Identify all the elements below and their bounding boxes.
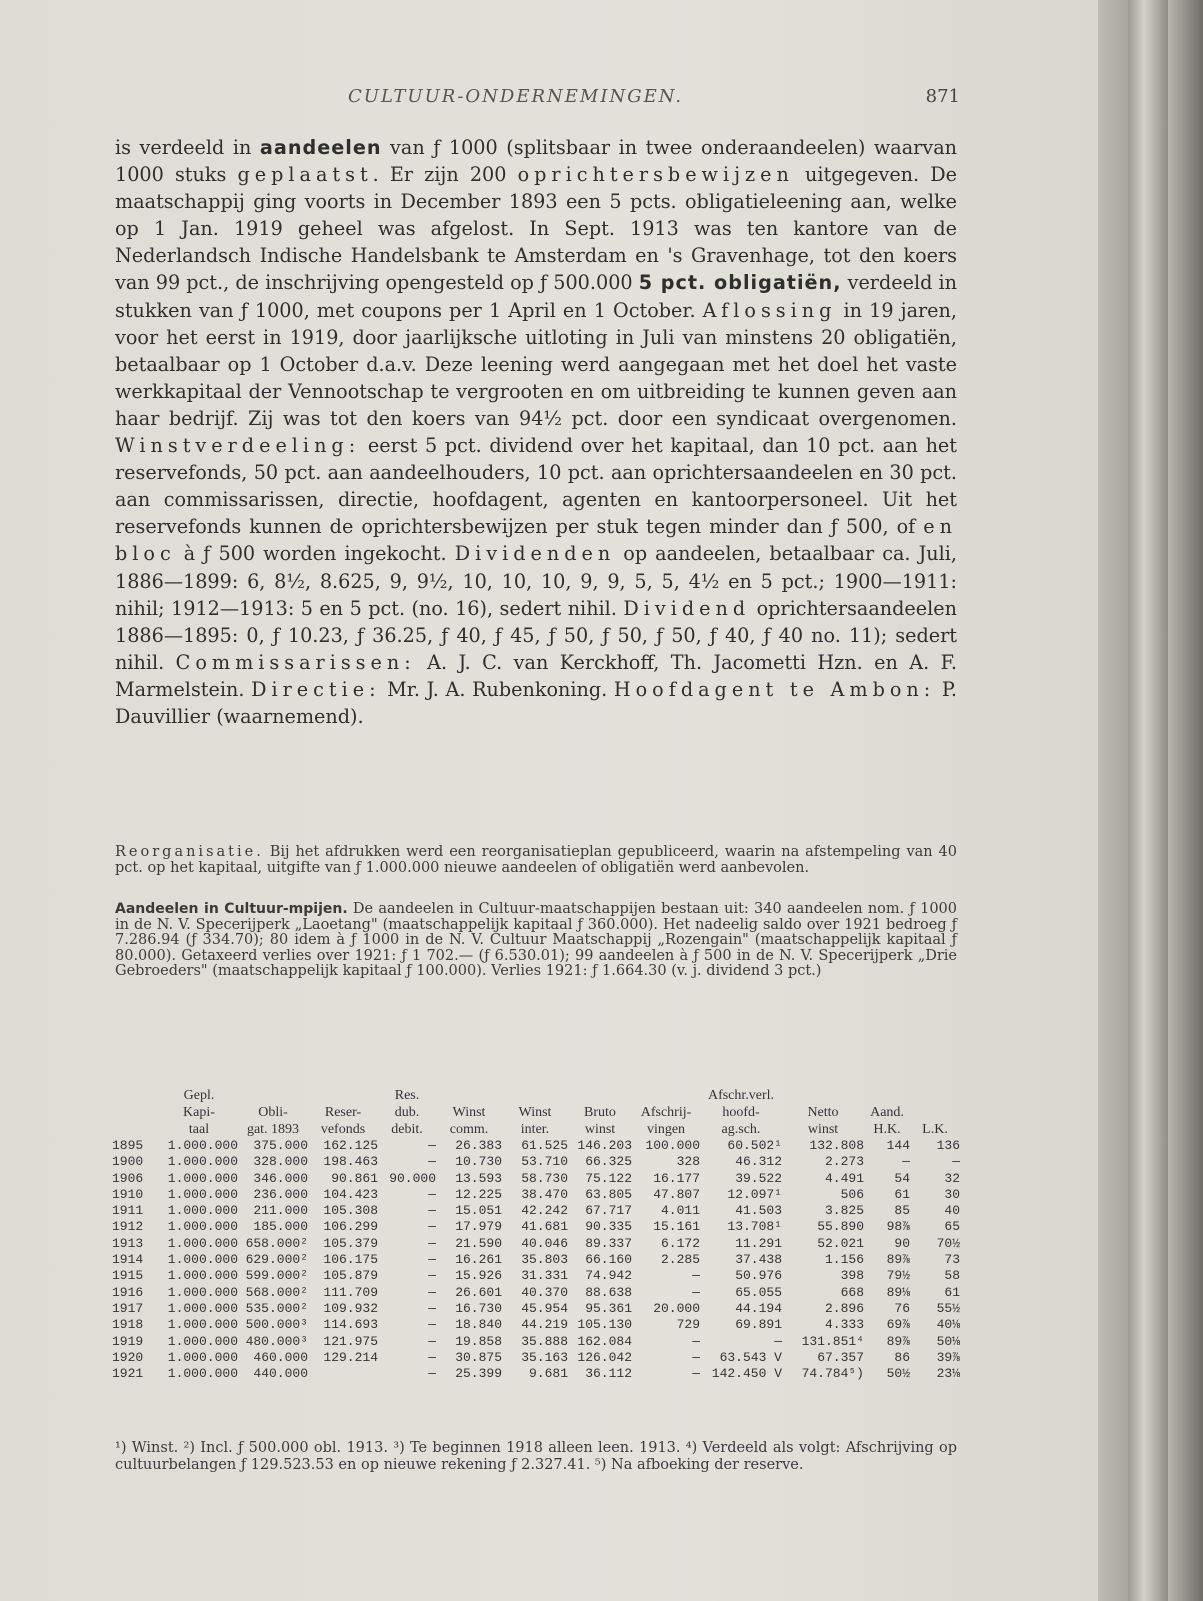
table-cell: 65 bbox=[944, 1219, 960, 1235]
table-year-cell: 1917 bbox=[112, 1300, 144, 1316]
table-cell: 90 bbox=[894, 1235, 910, 1251]
table-header-cell bbox=[910, 1104, 960, 1121]
table-cell: 37.438 bbox=[735, 1252, 782, 1268]
table-cell: 1.000.000 bbox=[167, 1235, 238, 1251]
table-header-cell bbox=[568, 1087, 632, 1104]
table-cell: 105.379 bbox=[323, 1235, 378, 1251]
table-cell: 23⅛ bbox=[936, 1366, 960, 1382]
bold-term: aandeelen bbox=[259, 136, 382, 159]
table-header-cell: Obli- bbox=[258, 1105, 288, 1120]
table-cell: 98⅞ bbox=[886, 1219, 910, 1235]
table-cell: 76 bbox=[894, 1300, 910, 1316]
table-cell: 1.000.000 bbox=[167, 1300, 238, 1316]
bold-term: 5 pct. obligatiën, bbox=[638, 271, 842, 295]
table-cell: — bbox=[692, 1333, 700, 1349]
table-header-cell bbox=[782, 1087, 864, 1104]
table-header-cell: Winst bbox=[518, 1105, 552, 1120]
table-cell: 198.463 bbox=[323, 1154, 378, 1170]
table-header-cell: winst bbox=[807, 1122, 839, 1137]
table-row bbox=[112, 1268, 960, 1284]
table-cell: 162.125 bbox=[323, 1138, 378, 1153]
table-cell: 106.299 bbox=[323, 1219, 378, 1235]
spaced-term: Dividend bbox=[623, 596, 751, 620]
table-header-cell: Reser- bbox=[324, 1105, 362, 1120]
table-cell: 70½ bbox=[936, 1235, 960, 1251]
text-run: verdeeld in stukken van ƒ 1000, met coupons per 1 April en 1 October. bbox=[115, 271, 957, 322]
table-cell: 480.000³ bbox=[245, 1333, 308, 1349]
table-row bbox=[112, 1350, 960, 1366]
table-cell: 16.177 bbox=[653, 1170, 700, 1186]
page-edge bbox=[1098, 0, 1128, 1601]
table-cell: 54 bbox=[894, 1170, 910, 1186]
table-cell: 63.543 V bbox=[719, 1349, 782, 1365]
table-cell: 629.000² bbox=[245, 1252, 308, 1268]
table-cell: 2.273 bbox=[824, 1154, 864, 1170]
table-header-cell bbox=[502, 1087, 568, 1104]
paragraph-text bbox=[115, 134, 957, 730]
text-run: eerst 5 pct. dividend over het kapitaal, dan 10 pct. aan het reservefonds, 50 pct. aan aandeelhouders, 10 pct. aan oprichtersaandeelen en 30 pct. aan commissarissen, directie, hoofdagent, agenten en kantoorpersoneel. Uit het reservefonds kunnen de oprichtersbewijzen per stuk tegen minder dan ƒ 500, of bbox=[115, 434, 957, 539]
table-cell: 55½ bbox=[936, 1300, 960, 1316]
book-cover-edge bbox=[1168, 0, 1203, 1601]
table-row bbox=[112, 1203, 960, 1219]
table-cell: 131.851⁴ bbox=[801, 1333, 864, 1349]
table-cell: 35.163 bbox=[521, 1349, 568, 1365]
table-cell: 89⅞ bbox=[886, 1333, 910, 1349]
cultuur-shares-label: Aandeelen in Cultuur-mpijen. bbox=[115, 901, 348, 917]
spaced-term: geplaatst bbox=[237, 163, 373, 187]
table-cell: 74.784⁵) bbox=[801, 1366, 864, 1382]
table-year-cell: 1900 bbox=[112, 1154, 144, 1170]
table-cell: — bbox=[428, 1317, 436, 1333]
table-cell: 41.681 bbox=[521, 1219, 568, 1235]
table-cell: 44.194 bbox=[735, 1300, 782, 1316]
table-cell: — bbox=[428, 1154, 436, 1170]
table-cell: — bbox=[428, 1235, 436, 1251]
table-cell: 16.730 bbox=[455, 1300, 502, 1316]
table-cell: 185.000 bbox=[253, 1219, 308, 1235]
table-cell: 1.000.000 bbox=[167, 1366, 238, 1382]
table-year-cell: 1912 bbox=[112, 1219, 144, 1235]
table-row bbox=[112, 1236, 960, 1252]
table-cell: 44.219 bbox=[521, 1317, 568, 1333]
table-cell: 40.370 bbox=[521, 1284, 568, 1300]
table-header-cell: Winst bbox=[452, 1105, 486, 1120]
table-cell: 69⅞ bbox=[886, 1317, 910, 1333]
table-cell: — bbox=[428, 1186, 436, 1202]
table-header-cell: dub. bbox=[394, 1105, 420, 1120]
table-header-cell: L.K. bbox=[922, 1122, 948, 1137]
text-run: . Er zijn 200 bbox=[372, 163, 518, 187]
table-year-cell: 1920 bbox=[112, 1349, 144, 1365]
table-header-row bbox=[112, 1104, 960, 1121]
table-row bbox=[112, 1171, 960, 1187]
table-cell: — bbox=[428, 1138, 436, 1153]
table-cell: 568.000² bbox=[245, 1284, 308, 1300]
book-binding bbox=[1128, 0, 1168, 1601]
table-cell: 30 bbox=[944, 1186, 960, 1202]
table-header-cell bbox=[910, 1087, 960, 1104]
table-header-cell: Afschrij- bbox=[640, 1105, 692, 1120]
table-cell: 460.000 bbox=[253, 1349, 308, 1365]
table-header-cell: vingen bbox=[646, 1122, 686, 1137]
table-cell: 50.976 bbox=[735, 1268, 782, 1284]
table-header-cell: winst bbox=[584, 1122, 616, 1137]
table-cell: 30.875 bbox=[455, 1349, 502, 1365]
table-cell: 86 bbox=[894, 1349, 910, 1365]
table-cell: 114.693 bbox=[323, 1317, 378, 1333]
table-cell: 105.130 bbox=[577, 1317, 632, 1333]
table-header-cell: Kapi- bbox=[183, 1105, 215, 1120]
table-header-cell: Gepl. bbox=[183, 1088, 215, 1103]
table-cell: 129.214 bbox=[323, 1349, 378, 1365]
table-cell: — bbox=[692, 1284, 700, 1300]
table-header-cell: Bruto bbox=[584, 1105, 616, 1120]
main-paragraph bbox=[115, 134, 957, 730]
text-run: P. Dauvillier (waarnemend). bbox=[115, 677, 957, 728]
spaced-term: Directie: bbox=[251, 677, 381, 701]
table-cell: 36.112 bbox=[585, 1366, 632, 1382]
reorganisation-label: Reorganisatie. bbox=[115, 844, 264, 860]
table-cell: 162.084 bbox=[577, 1333, 632, 1349]
table-cell: 66.160 bbox=[585, 1252, 632, 1268]
table-cell: 66.325 bbox=[585, 1154, 632, 1170]
spaced-term: Hoofdagent te Ambon: bbox=[613, 677, 936, 701]
spaced-term: Commissarissen: bbox=[175, 650, 416, 674]
table-cell: 1.000.000 bbox=[167, 1284, 238, 1300]
table-header-cell: H.K. bbox=[873, 1122, 901, 1137]
table-body bbox=[112, 1138, 960, 1382]
table-cell: 1.000.000 bbox=[167, 1349, 238, 1365]
table-cell: 69.891 bbox=[735, 1317, 782, 1333]
table-header bbox=[112, 1087, 960, 1138]
spaced-term: oprichtersbewijzen bbox=[517, 163, 794, 187]
table-cell: 109.932 bbox=[323, 1300, 378, 1316]
table-cell: 90.335 bbox=[585, 1219, 632, 1235]
table-row bbox=[112, 1252, 960, 1268]
table-cell: 1.000.000 bbox=[167, 1252, 238, 1268]
running-head: CULTUUR-ONDERNEMINGEN. bbox=[348, 86, 684, 107]
table-cell: 41.503 bbox=[735, 1203, 782, 1219]
table-cell: 38.470 bbox=[521, 1186, 568, 1202]
table-row bbox=[112, 1334, 960, 1350]
table-cell: 32 bbox=[944, 1170, 960, 1186]
table-cell: 2.285 bbox=[660, 1252, 700, 1268]
table-header-cell bbox=[308, 1087, 378, 1104]
table-cell: 55.890 bbox=[817, 1219, 864, 1235]
table-cell: 58 bbox=[944, 1268, 960, 1284]
table-cell: 90.861 bbox=[331, 1170, 378, 1186]
table-cell: 346.000 bbox=[253, 1170, 308, 1186]
cultuur-shares-note bbox=[115, 902, 957, 980]
text-run: op aandeelen, betaalbaar ca. Juli, 1886—1899: 6, 8½, 8.625, 9, 9½, 10, 10, 10, 9, 9, 5, 5, 4½ en 5 pct.; 1900—1911: nihil; 1912—1913: 5 en 5 pct. (no. 16), sedert nihil. bbox=[115, 542, 957, 620]
table-cell: — bbox=[428, 1300, 436, 1316]
table-cell: 26.383 bbox=[455, 1138, 502, 1153]
table-header-cell: inter. bbox=[520, 1122, 550, 1137]
table-cell: 100.000 bbox=[645, 1138, 700, 1153]
text-run: à ƒ 500 worden ingekocht. bbox=[175, 542, 455, 566]
table-cell: — bbox=[428, 1333, 436, 1349]
table-cell: 16.261 bbox=[455, 1252, 502, 1268]
table-row bbox=[112, 1317, 960, 1333]
table-cell: 121.975 bbox=[323, 1333, 378, 1349]
table-cell: 39.522 bbox=[735, 1170, 782, 1186]
table-year-cell: 1918 bbox=[112, 1317, 144, 1333]
table-header-cell bbox=[632, 1087, 700, 1104]
table-cell: 111.709 bbox=[323, 1284, 378, 1300]
table-cell: 105.879 bbox=[323, 1268, 378, 1284]
table-header-row bbox=[112, 1087, 960, 1104]
table-cell: 142.450 V bbox=[711, 1366, 782, 1382]
table-cell: 50⅛ bbox=[936, 1333, 960, 1349]
table-cell: — bbox=[428, 1268, 436, 1284]
table-cell: — bbox=[428, 1203, 436, 1219]
table-cell: 40 bbox=[944, 1203, 960, 1219]
table-cell: 52.021 bbox=[817, 1235, 864, 1251]
table-header-cell: debit. bbox=[391, 1122, 423, 1137]
table-header-cell bbox=[112, 1087, 160, 1104]
table-cell: 25.399 bbox=[455, 1366, 502, 1382]
text-run: in 19 jaren, voor het eerst in 1919, door jaarlijksche uitloting in Juli van minstens 20 obligatiën, betaalbaar op 1 October d.a.v. Deze leening werd aangegaan met het doel het vaste werkkapitaal der Vennootschap te vergrooten en om uitbreiding te kunnen geven aan haar bedrijf. Zij was tot den koers van 94½ pct. door een syndicaat overgenomen. bbox=[115, 298, 957, 430]
table-cell: 85 bbox=[894, 1203, 910, 1219]
table-cell: 440.000 bbox=[253, 1366, 308, 1382]
table-cell: 146.203 bbox=[577, 1138, 632, 1153]
table-row bbox=[112, 1219, 960, 1235]
table-cell: 328.000 bbox=[253, 1154, 308, 1170]
table-cell: — bbox=[428, 1219, 436, 1235]
table-cell: 658.000² bbox=[245, 1235, 308, 1251]
table-cell: 4.333 bbox=[824, 1317, 864, 1333]
table-cell: 17.979 bbox=[455, 1219, 502, 1235]
table-cell: 75.122 bbox=[585, 1170, 632, 1186]
cultuur-shares-text: De aandeelen in Cultuur-maatschappijen bestaan uit: 340 aandeelen nom. ƒ 1000 in de N. V. Specerijperk „Laoetang" (maatschappelijk kapitaal ƒ 360.000). Het nadeelig saldo over 1921 bedroeg ƒ 7.286.94 (ƒ 334.70); 80 idem à ƒ 1000 in de N. V. Cultuur Maatschappij „Rozengain" (maatschappelijk kapitaal ƒ 80.000). Getaxeerd verlies over 1921: ƒ 1 702.— (ƒ 6.530.01); 99 aandeelen à ƒ 500 in de N. V. Specerijperk „Drie Gebroeders" (maatschappelijk kapitaal ƒ 100.000). Verlies 1921: ƒ 1.664.30 (v. j. dividend 3 pct.) bbox=[115, 901, 957, 979]
table-cell: 144 bbox=[886, 1138, 910, 1153]
text-run: A. J. C. van Kerckhoff, Th. Jacometti Hzn. en A. F. Marmelstein. bbox=[115, 650, 958, 701]
table-cell: 60.502¹ bbox=[727, 1138, 782, 1153]
table-cell: 9.681 bbox=[528, 1366, 568, 1382]
table-row bbox=[112, 1187, 960, 1203]
table-cell: 90.000 bbox=[389, 1170, 436, 1186]
table-header-cell: gat. 1893 bbox=[246, 1122, 300, 1137]
table-header-cell bbox=[112, 1121, 160, 1138]
reorganisation-note bbox=[115, 845, 957, 876]
table-cell: 88.638 bbox=[585, 1284, 632, 1300]
table-header-cell: vefonds bbox=[320, 1122, 366, 1137]
table-year-cell: 1911 bbox=[112, 1203, 144, 1219]
table-cell: 11.291 bbox=[735, 1235, 782, 1251]
table-cell: — bbox=[692, 1366, 700, 1382]
text-run: Mr. J. A. Rubenkoning. bbox=[380, 677, 614, 701]
table-header-cell: hoofd- bbox=[722, 1105, 760, 1120]
table-year-cell: 1906 bbox=[112, 1170, 144, 1186]
table-cell: 4.491 bbox=[824, 1170, 864, 1186]
table-year-cell: 1913 bbox=[112, 1235, 144, 1251]
table-cell: 535.000² bbox=[245, 1300, 308, 1316]
table-cell: 21.590 bbox=[455, 1235, 502, 1251]
table-cell: 15.926 bbox=[455, 1268, 502, 1284]
table-cell: 136 bbox=[936, 1138, 960, 1153]
table-cell: — bbox=[428, 1252, 436, 1268]
table-cell: — bbox=[902, 1154, 910, 1170]
table-cell: — bbox=[692, 1268, 700, 1284]
table-cell bbox=[308, 1366, 378, 1382]
table-cell: 1.000.000 bbox=[167, 1170, 238, 1186]
table-cell: 500.000³ bbox=[245, 1317, 308, 1333]
table-cell: 31.331 bbox=[521, 1268, 568, 1284]
table-cell: — bbox=[692, 1349, 700, 1365]
table-cell: 328 bbox=[676, 1154, 700, 1170]
table-header-cell: Afschr.verl. bbox=[707, 1088, 775, 1103]
table-header-cell: Netto bbox=[807, 1105, 839, 1120]
table-header-cell bbox=[436, 1087, 502, 1104]
spaced-term: en bloc bbox=[115, 515, 957, 566]
table-cell: 236.000 bbox=[253, 1186, 308, 1202]
table-cell: — bbox=[428, 1366, 436, 1382]
table-cell: 15.161 bbox=[653, 1219, 700, 1235]
table-cell: 67.717 bbox=[585, 1203, 632, 1219]
table-cell: 58.730 bbox=[521, 1170, 568, 1186]
table-cell: 13.593 bbox=[455, 1170, 502, 1186]
table-cell: — bbox=[428, 1349, 436, 1365]
table-cell: 61 bbox=[944, 1284, 960, 1300]
table-cell: 89⅞ bbox=[886, 1252, 910, 1268]
table-cell: 106.175 bbox=[323, 1252, 378, 1268]
table-cell: 211.000 bbox=[253, 1203, 308, 1219]
table-header-cell: ag.sch. bbox=[721, 1122, 761, 1137]
table-cell: 1.000.000 bbox=[167, 1219, 238, 1235]
table-row bbox=[112, 1301, 960, 1317]
table-cell: 12.225 bbox=[455, 1186, 502, 1202]
page-number: 871 bbox=[925, 86, 960, 107]
page-header bbox=[110, 86, 960, 112]
table-cell: 46.312 bbox=[735, 1154, 782, 1170]
table-header-cell bbox=[238, 1087, 308, 1104]
table-cell: 20.000 bbox=[653, 1300, 700, 1316]
table-cell: — bbox=[774, 1333, 782, 1349]
table-cell: 4.011 bbox=[660, 1203, 700, 1219]
table-cell: 61 bbox=[894, 1186, 910, 1202]
table-header-cell: Res. bbox=[394, 1088, 420, 1103]
table-cell: 47.807 bbox=[653, 1186, 700, 1202]
table-cell: 95.361 bbox=[585, 1300, 632, 1316]
table-year-cell: 1915 bbox=[112, 1268, 144, 1284]
table-cell: 50½ bbox=[886, 1366, 910, 1382]
table-year-cell: 1910 bbox=[112, 1186, 144, 1202]
table-cell: 19.858 bbox=[455, 1333, 502, 1349]
table-cell: 126.042 bbox=[577, 1349, 632, 1365]
table-cell: 35.888 bbox=[521, 1333, 568, 1349]
table-cell: 1.000.000 bbox=[167, 1317, 238, 1333]
table-cell: 89.337 bbox=[585, 1235, 632, 1251]
table-cell: 6.172 bbox=[660, 1235, 700, 1251]
table-cell: 67.357 bbox=[817, 1349, 864, 1365]
table-cell: 15.051 bbox=[455, 1203, 502, 1219]
table-cell: 599.000² bbox=[245, 1268, 308, 1284]
table-year-cell: 1895 bbox=[112, 1138, 144, 1153]
table-cell: 105.308 bbox=[323, 1203, 378, 1219]
table-cell: 506 bbox=[840, 1186, 864, 1202]
table-cell: 65.055 bbox=[735, 1284, 782, 1300]
table-cell: 3.825 bbox=[824, 1203, 864, 1219]
table-cell: 18.840 bbox=[455, 1317, 502, 1333]
table-year-cell: 1914 bbox=[112, 1252, 144, 1268]
table-cell: 132.808 bbox=[809, 1138, 864, 1153]
table-cell: 53.710 bbox=[521, 1154, 568, 1170]
table-year-cell: 1919 bbox=[112, 1333, 144, 1349]
table-cell: 74.942 bbox=[585, 1268, 632, 1284]
table-cell: 12.097¹ bbox=[727, 1186, 782, 1202]
table-cell: 63.805 bbox=[585, 1186, 632, 1202]
table-cell: 40⅛ bbox=[936, 1317, 960, 1333]
table-cell: 729 bbox=[676, 1317, 700, 1333]
table-header-row bbox=[112, 1121, 960, 1138]
footnotes: ¹) Winst. ²) Incl. ƒ 500.000 obl. 1913. ³) Te beginnen 1918 alleen leen. 1913. ⁴) Verdeeld als volgt: Afschrijving op cultuurbelangen ƒ 129.523.53 en op nieuwe rekening ƒ 2.327.41. ⁵) Na afboeking der reserve. bbox=[115, 1440, 957, 1473]
table-cell: 61.525 bbox=[521, 1138, 568, 1153]
spaced-term: Aflossing bbox=[702, 298, 837, 322]
table-cell: 45.954 bbox=[521, 1300, 568, 1316]
table-year-cell: 1921 bbox=[112, 1366, 144, 1382]
text-run: is verdeeld in bbox=[115, 136, 260, 159]
table-header-cell bbox=[112, 1104, 160, 1121]
text-run: uitgegeven. De maatschappij ging voorts in December 1893 een 5 pcts. obligatieleening aan, welke op 1 Jan. 1919 geheel was afgelost. In Sept. 1913 was ten kantore van de Nederlandsch Indische Handelsbank te Amsterdam en 's Gravenhage, tot den koers van 99 pct., de inschrijving opengesteld op ƒ 500.000 bbox=[115, 163, 957, 295]
table-year-cell: 1916 bbox=[112, 1284, 144, 1300]
table-row bbox=[112, 1285, 960, 1301]
table-row bbox=[112, 1366, 960, 1382]
table-cell: 1.000.000 bbox=[167, 1138, 238, 1153]
table-cell: 104.423 bbox=[323, 1186, 378, 1202]
text-run: oprichtersaandeelen 1886—1895: 0, ƒ 10.23, ƒ 36.25, ƒ 40, ƒ 45, ƒ 50, ƒ 50, ƒ 50, ƒ 40, ƒ 40 no. 11); sedert nihil. bbox=[115, 596, 957, 674]
table-cell: 668 bbox=[840, 1284, 864, 1300]
table-cell: — bbox=[952, 1154, 960, 1170]
table-header-cell bbox=[864, 1087, 910, 1104]
table-cell: 35.803 bbox=[521, 1252, 568, 1268]
table-cell: 26.601 bbox=[455, 1284, 502, 1300]
financial-table bbox=[112, 1087, 960, 1382]
table-cell: 1.000.000 bbox=[167, 1154, 238, 1170]
table-header-cell: comm. bbox=[449, 1122, 489, 1137]
table-cell: 1.000.000 bbox=[167, 1268, 238, 1284]
table-cell: 42.242 bbox=[521, 1203, 568, 1219]
table-cell: 1.000.000 bbox=[167, 1203, 238, 1219]
reorganisation-text: Bij het afdrukken werd een reorganisatieplan gepubliceerd, waarin na afstempeling van 40 pct. op het kapitaal, uitgifte van ƒ 1.000.000 nieuwe aandeelen of obligatiën werd aanbevolen. bbox=[115, 844, 957, 876]
table-cell: 89⅛ bbox=[886, 1284, 910, 1300]
spaced-term: Dividenden bbox=[454, 542, 616, 566]
table-cell: 1.156 bbox=[824, 1252, 864, 1268]
table-cell: 2.896 bbox=[824, 1300, 864, 1316]
spaced-term: Winstverdeeling: bbox=[115, 434, 361, 458]
table-cell: 73 bbox=[944, 1252, 960, 1268]
table-row bbox=[112, 1138, 960, 1154]
table-header-cell: Aand. bbox=[870, 1105, 904, 1120]
table-header-cell: taal bbox=[188, 1122, 210, 1137]
table-cell: 398 bbox=[840, 1268, 864, 1284]
table-row bbox=[112, 1154, 960, 1170]
text-run: van ƒ 1000 (splitsbaar in twee onderaandeelen) waarvan 1000 stuks bbox=[115, 136, 957, 187]
table-cell: 1.000.000 bbox=[167, 1186, 238, 1202]
table-cell: 10.730 bbox=[455, 1154, 502, 1170]
table-cell: 375.000 bbox=[253, 1138, 308, 1153]
table-cell: 13.708¹ bbox=[727, 1219, 782, 1235]
table-cell: 39⅞ bbox=[936, 1349, 960, 1365]
table-cell: 1.000.000 bbox=[167, 1333, 238, 1349]
table-cell: — bbox=[428, 1284, 436, 1300]
table-cell: 40.046 bbox=[521, 1235, 568, 1251]
table-cell: 79½ bbox=[886, 1268, 910, 1284]
